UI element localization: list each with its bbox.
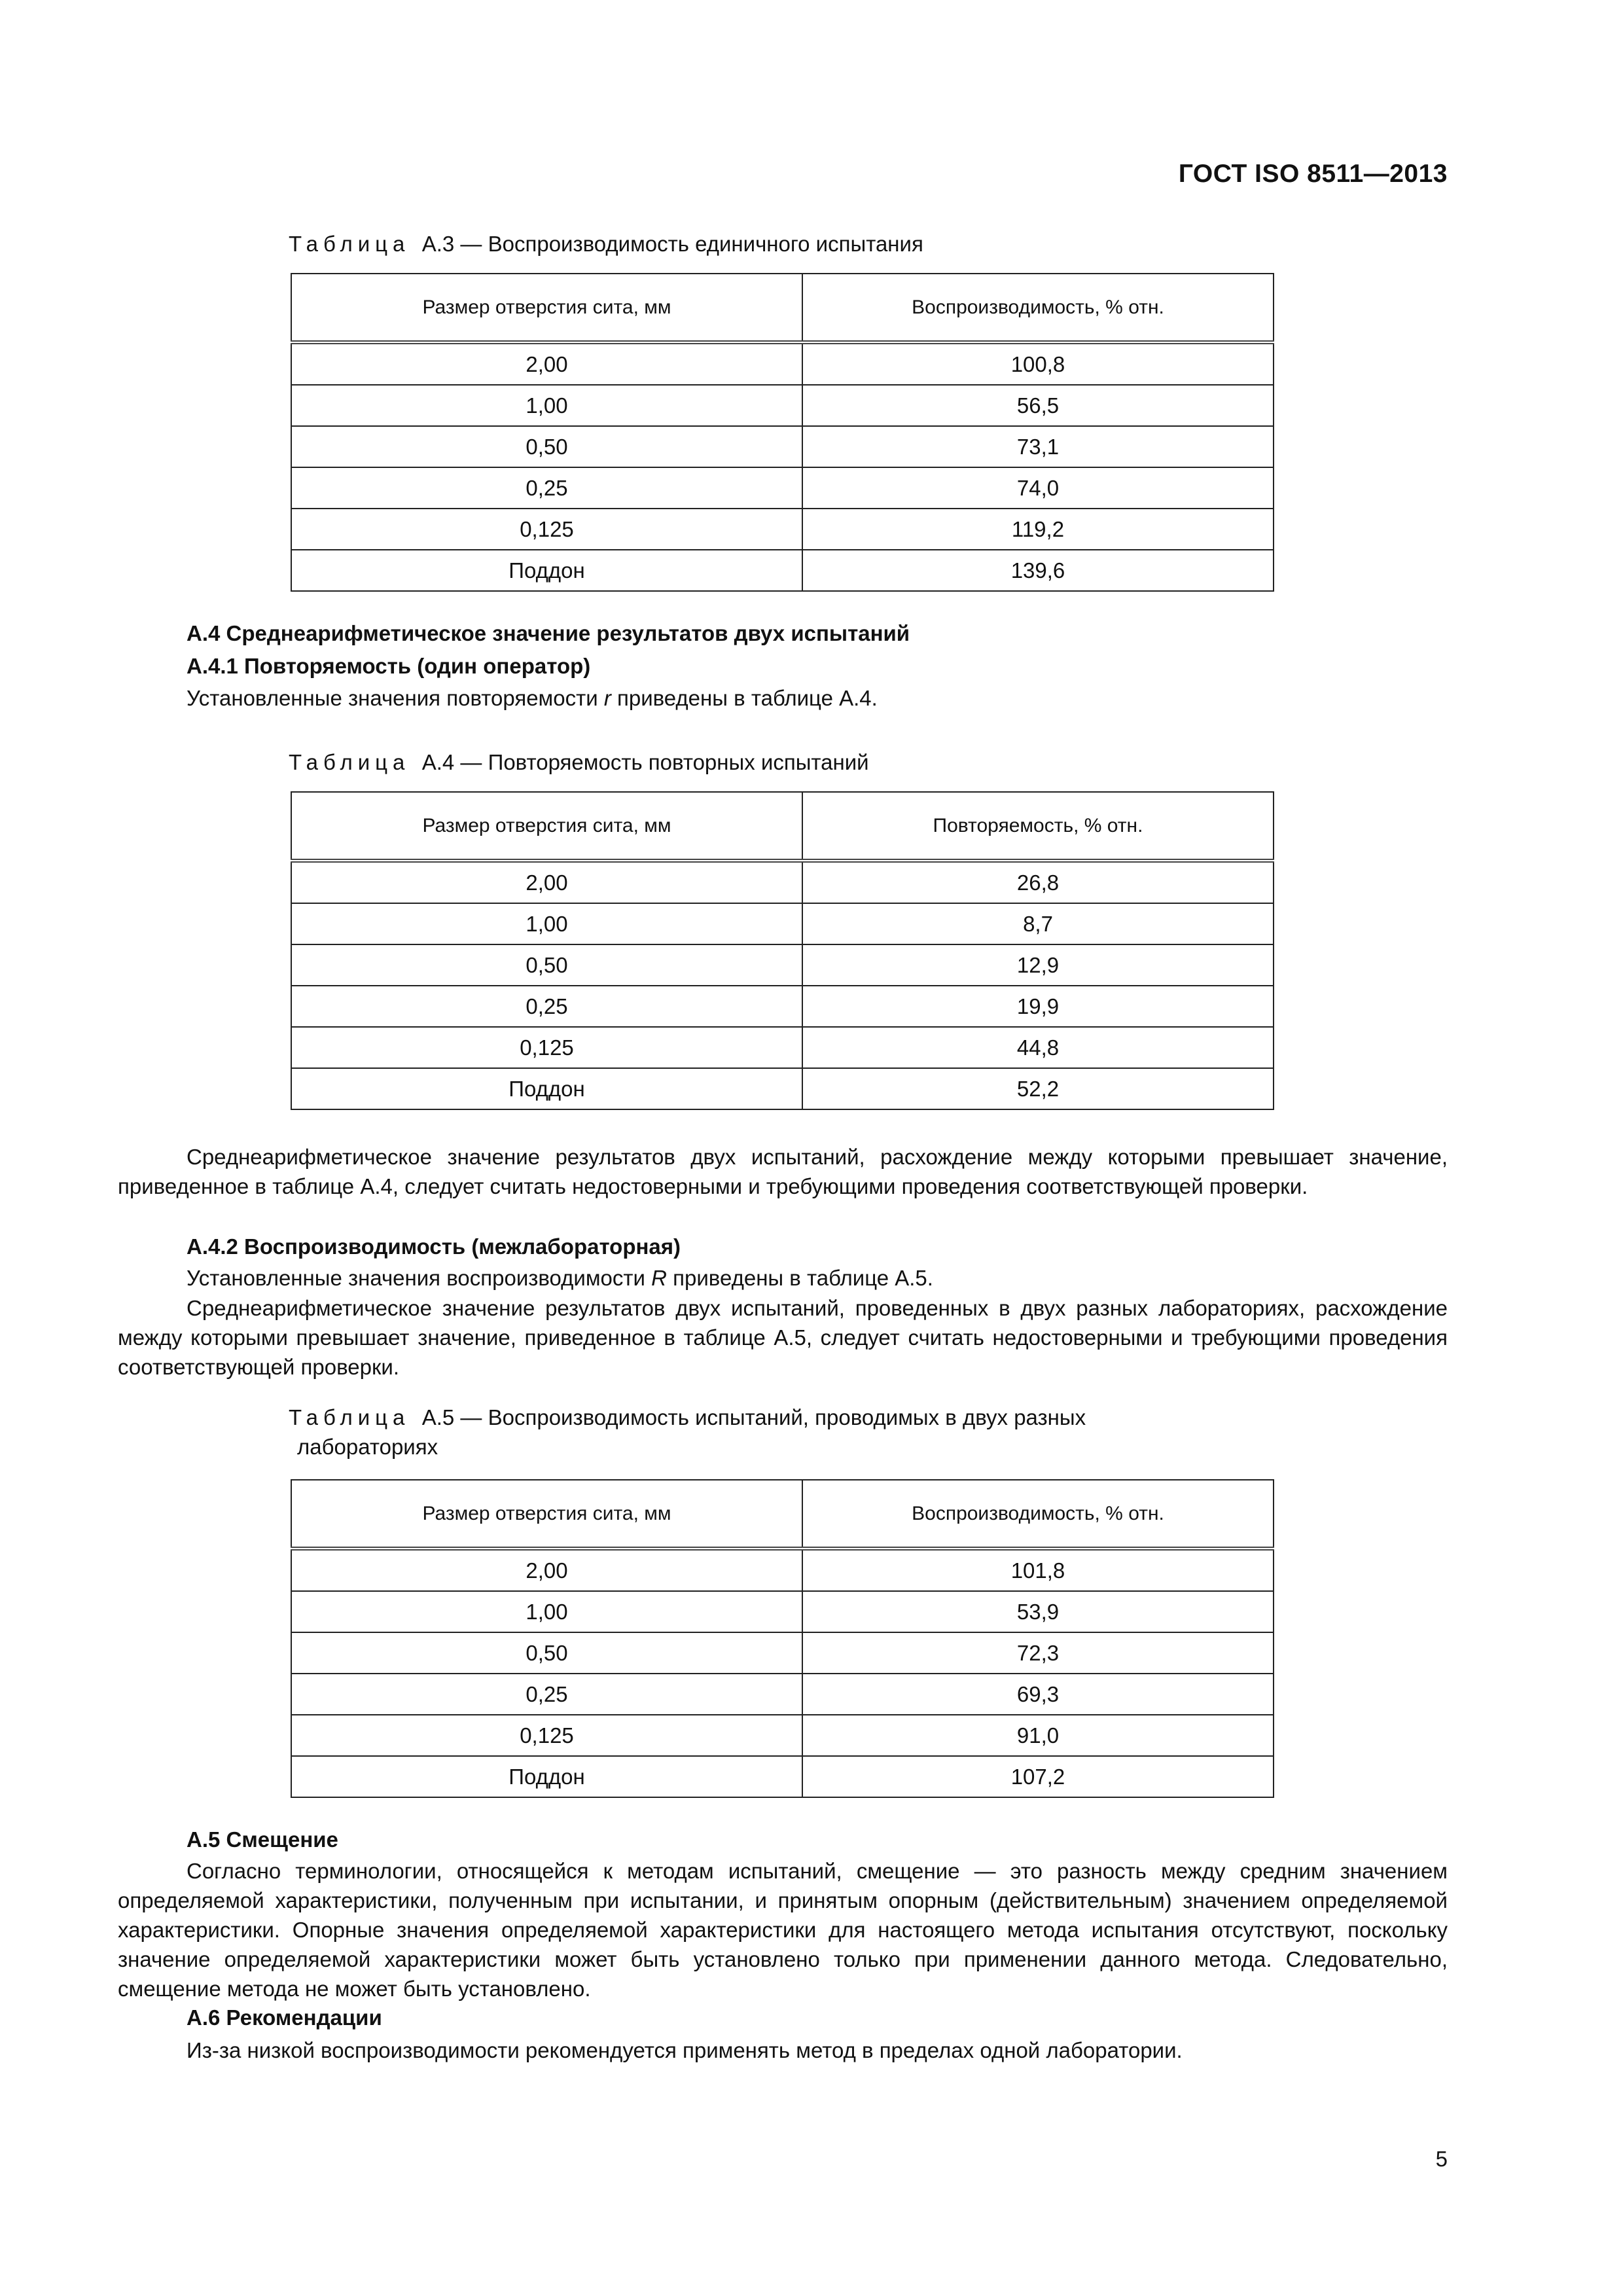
table-a4-col2-header: Повторяемость, % отн. [802,792,1274,861]
sieve-size-cell: 0,125 [291,1027,802,1068]
table-a5-col2-header: Воспроизводимость, % отн. [802,1480,1274,1549]
value-cell: 19,9 [802,986,1274,1027]
value-cell: 74,0 [802,467,1274,509]
table-a5-col1-header: Размер отверстия сита, мм [291,1480,802,1549]
table-row [291,1632,1274,1674]
table-a5-caption-line2: лабораториях [297,1435,438,1459]
page-number: 5 [1435,2147,1448,2171]
value-cell: 56,5 [802,385,1274,426]
value-cell: 44,8 [802,1027,1274,1068]
section-a41-text-start: Установленные значения повторяемости [187,686,604,710]
sieve-size-cell: 0,125 [291,509,802,550]
table-a4-header-row [291,792,1274,861]
sieve-size-cell: 0,50 [291,944,802,986]
table-row [291,944,1274,986]
table-a4-caption [289,747,1270,777]
table-row [291,1068,1274,1109]
sieve-size-cell: 2,00 [291,342,802,385]
value-cell: 119,2 [802,509,1274,550]
value-cell: 69,3 [802,1674,1274,1715]
section-a5-para [118,1856,1448,2003]
table-a5-caption-text: А.5 — Воспроизводимость испытаний, проводимых в двух разных [421,1405,1086,1429]
document-code: ГОСТ ISO 8511—2013 [1178,160,1448,188]
value-cell: 91,0 [802,1715,1274,1756]
sieve-size-cell: Поддон [291,1756,802,1797]
section-a41-text-end: приведены в таблице А.4. [611,686,878,710]
sieve-size-cell: Поддон [291,550,802,591]
section-a42-text-end: приведены в таблице А.5. [666,1266,933,1290]
sieve-size-cell: 0,125 [291,1715,802,1756]
sieve-size-cell: 0,50 [291,1632,802,1674]
section-a42-heading: А.4.2 Воспроизводимость (межлабораторная) [187,1234,681,1259]
section-a41-heading: А.4.1 Повторяемость (один оператор) [187,654,591,678]
table-a3-header-row [291,274,1274,342]
value-cell: 101,8 [802,1549,1274,1591]
table-row [291,1674,1274,1715]
table-row [291,509,1274,550]
table-a5 [291,1479,1274,1798]
table-a3-caption [289,229,1270,259]
value-cell: 73,1 [802,426,1274,467]
value-cell: 8,7 [802,903,1274,944]
section-a6-para [118,2036,1448,2065]
section-a41-text [187,683,1430,713]
value-cell: 52,2 [802,1068,1274,1109]
table-a3-col1-header: Размер отверстия сита, мм [291,274,802,342]
sieve-size-cell: Поддон [291,1068,802,1109]
table-row [291,1549,1274,1591]
table-a5-caption [289,1403,1270,1462]
sieve-size-cell: 1,00 [291,1591,802,1632]
reproducibility-symbol: R [651,1266,667,1290]
table-row [291,1756,1274,1797]
section-a42-para [118,1293,1448,1382]
value-cell: 100,8 [802,342,1274,385]
table-a3-caption-label: Таблица [289,232,410,256]
section-a42-text-start: Установленные значения воспроизводимости [187,1266,652,1290]
value-cell: 139,6 [802,550,1274,591]
section-a6-para-text: Из-за низкой воспроизводимости рекомендуется применять метод в пределах одной лаборатории. [187,2038,1183,2062]
table-row [291,1715,1274,1756]
table-row [291,1591,1274,1632]
sieve-size-cell: 0,25 [291,1674,802,1715]
value-cell: 72,3 [802,1632,1274,1674]
table-row [291,1027,1274,1068]
table-a4 [291,791,1274,1110]
table-row [291,986,1274,1027]
table-row [291,861,1274,903]
table-row [291,467,1274,509]
section-a5-heading: А.5 Смещение [187,1827,338,1852]
para-after-table-a4-text: Среднеарифметическое значение результатов двух испытаний, расхождение между которыми превышает значение, приведенное в таблице А.4, следует считать недостоверными и требующими проведения соответствующей проверки. [118,1145,1448,1198]
table-row [291,903,1274,944]
section-a42-text [187,1263,1430,1293]
sieve-size-cell: 2,00 [291,1549,802,1591]
table-a3-caption-text: А.3 — Воспроизводимость единичного испытания [421,232,923,256]
table-a3-col2-header: Воспроизводимость, % отн. [802,274,1274,342]
table-a5-caption-label: Таблица [289,1405,410,1429]
value-cell: 26,8 [802,861,1274,903]
repeatability-symbol: r [603,686,611,710]
value-cell: 12,9 [802,944,1274,986]
table-a5-header-row [291,1480,1274,1549]
section-a6-heading: А.6 Рекомендации [187,2005,382,2030]
section-a5-para-text: Согласно терминологии, относящейся к методам испытаний, смещение — это разность между средним значением определяемой характеристики, полученным при испытании, и принятым опорным (действительным) значением определяемой характеристики. Опорные значения определяемой характеристики для настоящего метода испытания отсутствуют, поскольку значение определяемой характеристики может быть установлено только при применении данного метода. Следовательно, смещение метода не может быть установлено. [118,1859,1448,2001]
section-a4-heading: А.4 Среднеарифметическое значение результатов двух испытаний [187,621,910,645]
table-a4-caption-label: Таблица [289,750,410,774]
table-a4-col1-header: Размер отверстия сита, мм [291,792,802,861]
sieve-size-cell: 0,25 [291,467,802,509]
value-cell: 53,9 [802,1591,1274,1632]
section-a42-para-text: Среднеарифметическое значение результатов двух испытаний, проведенных в двух разных лабораториях, расхождение между которыми превышает значение, приведенное в таблице А.5, следует считать недостоверными и требующими проведения соответствующей проверки. [118,1296,1448,1379]
para-after-table-a4 [118,1142,1448,1201]
table-row [291,385,1274,426]
sieve-size-cell: 1,00 [291,903,802,944]
sieve-size-cell: 0,50 [291,426,802,467]
value-cell: 107,2 [802,1756,1274,1797]
sieve-size-cell: 0,25 [291,986,802,1027]
table-row [291,426,1274,467]
table-row [291,550,1274,591]
table-row [291,342,1274,385]
table-a3 [291,273,1274,592]
table-a4-caption-text: А.4 — Повторяемость повторных испытаний [421,750,869,774]
sieve-size-cell: 2,00 [291,861,802,903]
sieve-size-cell: 1,00 [291,385,802,426]
